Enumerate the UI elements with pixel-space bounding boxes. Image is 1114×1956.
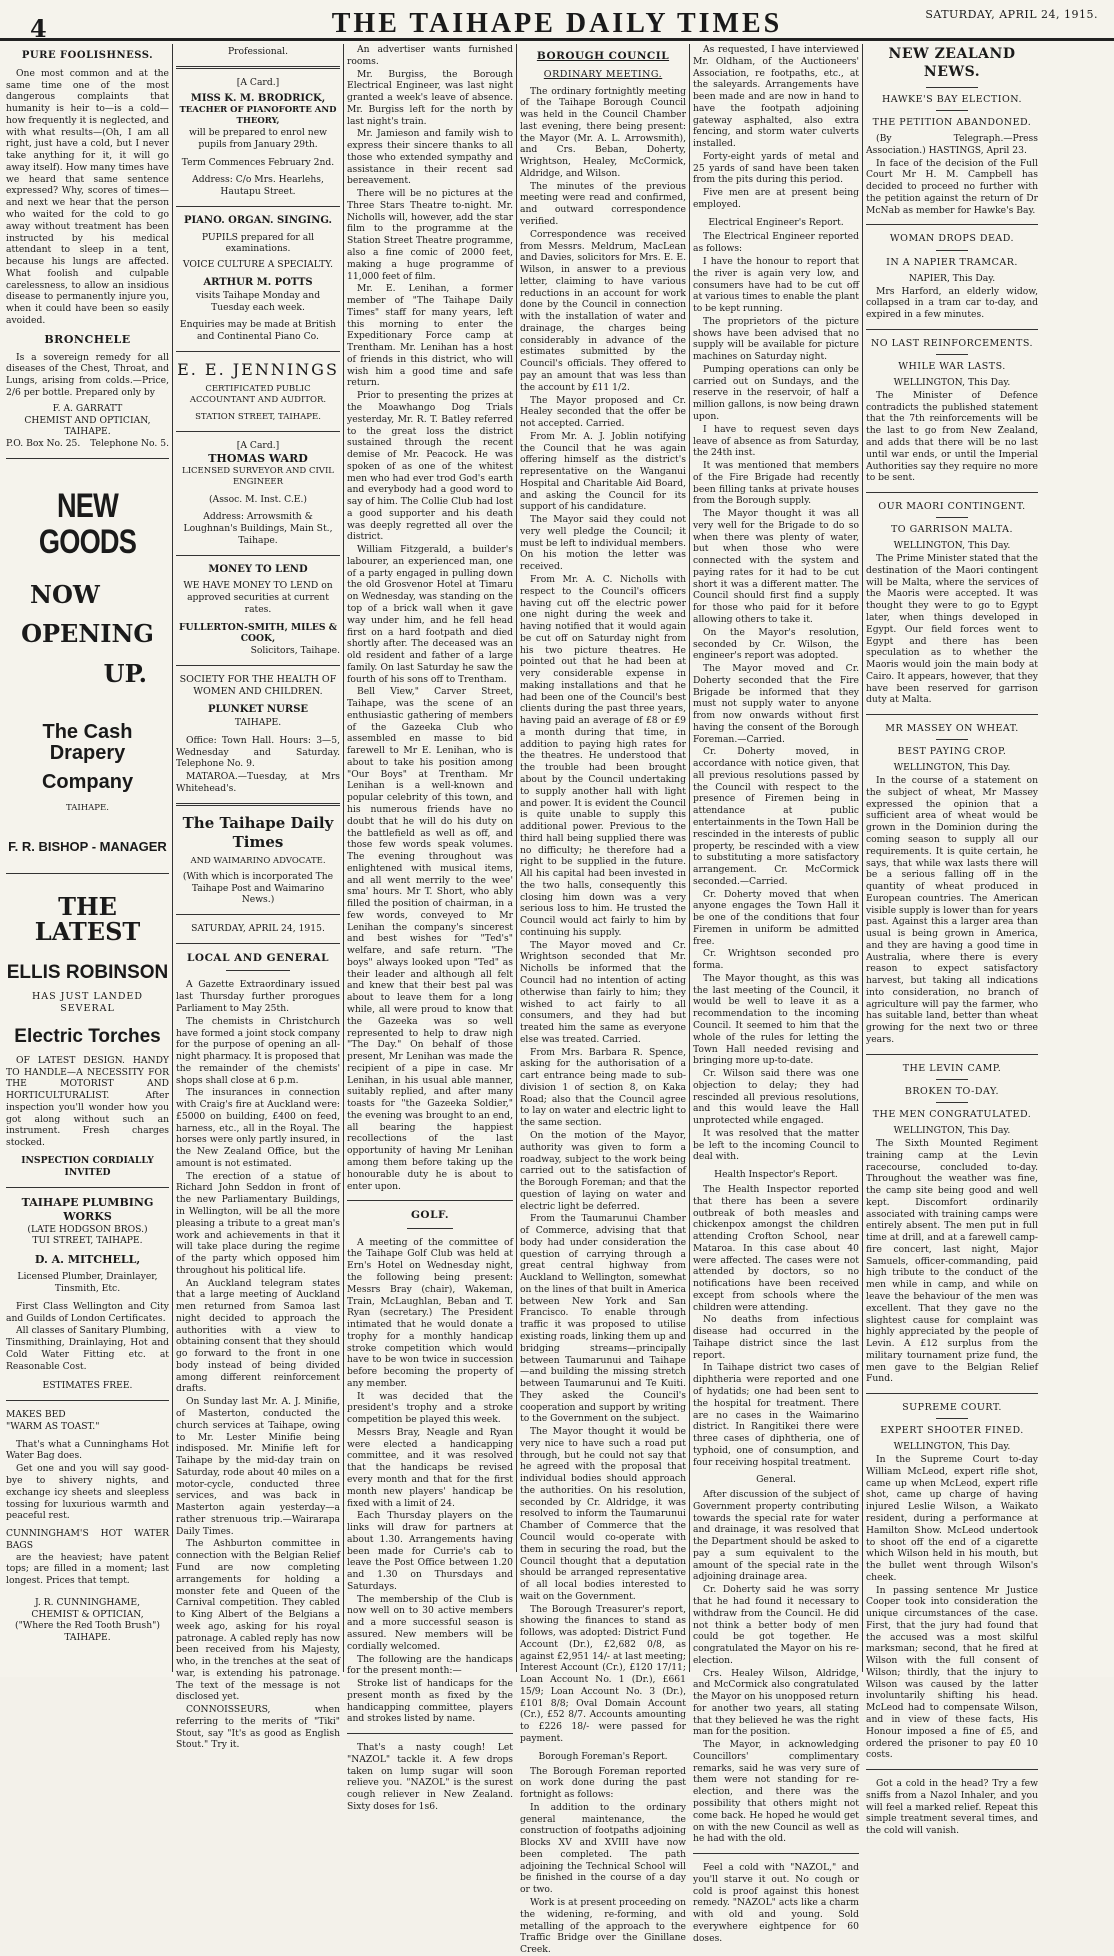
- money-body: WE HAVE MONEY TO LEND on approved securities at current rates.: [183, 580, 333, 615]
- council-item: The Electrical Engineer reported as follows:: [693, 231, 859, 255]
- money-heading: MONEY TO LEND: [208, 563, 308, 575]
- article-body: Get one and you will say good-bye to shivery nights, and exchange icy sheets and sleepless tossing for luxurious warmth and peaceful rest.: [6, 1463, 169, 1522]
- mitchell-role: Licensed Plumber, Drainlayer, Tinsmith, Etc.: [17, 1271, 158, 1295]
- electric-torches-heading: Electric Torches: [14, 1025, 161, 1047]
- council-item: Forty-eight yards of metal and 25 yards of sand have been taken from the pits during this period.: [693, 150, 859, 186]
- column-2: [176, 44, 340, 1751]
- council-item: It was resolved that the matter be left to the incoming Council to deal with.: [693, 1127, 859, 1163]
- local-item: A Gazette Extraordinary issued last Thursday further prorogues Parliament to May 25th.: [176, 979, 340, 1014]
- dateline: WELLINGTON, This Day.: [893, 1441, 1011, 1453]
- council-item: Cr. Wrightson seconded pro forma.: [693, 948, 859, 972]
- jennings-role: CERTIFICATED PUBLIC ACCOUNTANT AND AUDITOR.: [189, 384, 327, 406]
- council-item: After discussion of the subject of Government property contributing towards the special rate for water and drainage, it was resolved that the Department should be asked to pay a sum equivalent to the amount of the special rate in the adjoining drainage area.: [693, 1489, 859, 1583]
- plumbing-works-heading: TAIHAPE PLUMBING WORKS: [21, 1195, 154, 1223]
- potts-body: visits Taihape Monday and Tuesday each week.: [195, 289, 321, 313]
- column-rule: [172, 44, 173, 1672]
- council-item: In addition to the ordinary general maintenance, the construction of footpaths adjoining Blocks XV and XVIII have now been completed. The path adjoining the Technical School will be finished in the course of a day or two.: [520, 1801, 686, 1896]
- divider: [226, 970, 290, 971]
- divider: [176, 66, 340, 69]
- council-item: From Mr. A. C. Nicholls with respect to the Council's officers having cut off the electric power one night during the week and having notified that it would again be cut off on Saturday night from his two picture theatres. He pointed out that he had been at very considerable expense in making installations and that he had been one of the Council's best clients during the past three years, having paid an average of £8 or £9 a month during that time, in addition to paying high rates for the theatres. He understood that the trouble had been brought about by the Council undertaking to supply another hall with light and power. It is evident the Council is quite unable to supply this additional power. Previous to the third hall being supplied there was no difficulty; he therefore had a right to be supplied in the future. All his capital had been invested in the two halls, consequently this closing him down was a very serious loss to him. He trusted the Council would act fairly to him by continuing his supply.: [520, 573, 686, 938]
- paper-title: The Taihape Daily Times: [182, 813, 334, 851]
- column-3: [347, 44, 513, 1812]
- news-item: The Sixth Mounted Regiment training camp at the Levin racecourse, concluded to-day. Throughout the weather was fine, the camp site being good and well kept. Discomfort ordinarily associated with training camps were entirely absent. The men put in full time at drill, and at a farewell camp-fire concert, last night, Major Samuels, officer-commanding, paid high tribute to the conduct of the men while in camp, and while on leave the behaviour of the men was excellent. That they gave no the slightest cause for complaint was highly appreciated by the people of Levin. A £12 surplus from the military tournament prize fund, the men gave to the Belgian Relief Fund.: [866, 1138, 1038, 1385]
- electrical-engineer-heading: Electrical Engineer's Report.: [708, 216, 844, 228]
- headline-bronchele: BRONCHELE: [44, 332, 131, 346]
- ward-name: THOMAS WARD: [208, 451, 308, 465]
- golf-item: The membership of the Club is now well on to 30 active members and a more successful season is assured. New members will be cordially welcomed.: [347, 1593, 513, 1652]
- the-latest-heading: THE LATEST: [34, 892, 141, 947]
- golf-item: The following are the handicaps for the present month:—: [347, 1653, 513, 1677]
- golf-item: A meeting of the committee of the Taihape Golf Club was held at Ern's Hotel on Wednesday night, the following being present: Messrs Bray (chair), Wakeman, Train, McLaughlan, Beban and T. Ryan (secretary.) The President intimated that he would donate a trophy for a monthly handicap stroke competition which would have to be won twice in succession before becoming the property of any member.: [347, 1236, 513, 1389]
- golf-item: Messrs Bray, Neagle and Ryan were elected a handicapping committee, and it was resolved that the handicaps be revised every month and that for the first month new players' handicap be fixed with a limit of 24.: [347, 1426, 513, 1509]
- advertiser-role: CHEMIST AND OPTICIAN,: [24, 414, 151, 426]
- council-item: Cr. Doherty moved that when anyone engages the Town Hall it be one of the conditions that four Firemen in uniform be admitted free.: [693, 888, 859, 947]
- masthead-rule: [0, 38, 1114, 41]
- makes-bed-heading: MAKES BED: [6, 1409, 66, 1421]
- cunninghame-role: CHEMIST & OPTICIAN,: [31, 1608, 144, 1620]
- subheading: BEST PAYING CROP.: [897, 746, 1007, 758]
- council-item: Pumping operations can only be carried out on Sundays, and the reserve in the reservoir, of half a million gallons, is now being drawn upon.: [693, 363, 859, 422]
- news-item: In passing sentence Mr Justice Cooper took into consideration the unique circumstances of the case. First, that the jury had found that the accused was a most skilful marksman; second, that he fired at Wilson with the full consent of Wilson; thirdly, that the injury to Wilson was caused by the latter involuntarily shifting his head. McLeod had to compensate Wilson, and in view of these facts, His Honour imposed a fine of £5, and ordered the prisoner to pay £0 10 costs.: [866, 1584, 1038, 1761]
- subheading: SUPREME COURT.: [902, 1402, 1002, 1414]
- council-item: Cr. Wilson said there was one objection to delay; they had rescinded all previous resolutions, and this would leave the Hall unprotected while engaged.: [693, 1068, 859, 1127]
- divider: [936, 110, 968, 111]
- local-item: On Sunday last Mr. A. J. Minifie, of Masterton, conducted the church services at Taihape, owing to Mr. Lester Minifie being indisposed. Mr. Minifie left for Taihape by the mid-day train on Saturday, rode about 40 miles on a motor-cycle, conducted three services, and was back in Masterton again yesterday—a rather strenuous trip.—Wairarapa Daily Times.: [176, 1396, 340, 1537]
- divider: [866, 492, 1038, 493]
- council-item: As requested, I have interviewed Mr. Oldham, of the Auctioneers' Association, re footpaths, etc., at the saleyards. Arrangements have been made and are now in hand to have the footpath adjoining gateway asphalted, also extra fencing, and storm water culverts installed.: [693, 44, 859, 150]
- local-general-heading: LOCAL AND GENERAL: [187, 952, 329, 965]
- divider: [6, 1400, 169, 1401]
- divider: [866, 714, 1038, 715]
- divider: [6, 458, 169, 459]
- news-item: The Minister of Defence contradicts the published statement that the 7th reinforcements will be the last to go from New Zealand, and adds that there will be no last until war ends, or until the Imperial Authorities say they require no more to be sent.: [866, 389, 1038, 484]
- column-4: [520, 44, 686, 1956]
- divider: [407, 1228, 453, 1229]
- local-item: CONNOISSEURS, when referring to the merits of "Tiki" Stout, say "It's as good as English Stout." Try it.: [176, 1704, 340, 1751]
- council-item: The Mayor thought it would be very nice to have such a road put through, but he could not say that he agreed with the proposal that individual bodies should approach the authorities. On his resolution, seconded by Cr. Aldridge, it was resolved to inform the Taumarunui Chamber of Commerce that the Council would co-operate with them in securing the road, but the Council thought that a deputation should be arranged representative of all local bodies interested to wait on the Government.: [520, 1426, 686, 1602]
- cash-drapery-heading: The Cash Drapery: [42, 720, 133, 764]
- nazol-ad: Got a cold in the head? Try a few sniffs from a Nazol Inhaler, and you will feel a marked relief. Repeat this simple treatment several times, and the cold will vanish.: [866, 1778, 1038, 1837]
- divider: [347, 1200, 513, 1201]
- divider: [176, 555, 340, 556]
- dateline: NAPIER, This Day.: [908, 272, 996, 284]
- subheading: IN A NAPIER TRAMCAR.: [886, 256, 1018, 268]
- divider: [936, 1102, 968, 1103]
- page-number: 4: [30, 14, 47, 43]
- council-item: The Health Inspector reported that there has been a severe outbreak of both measles and chickenpox amongst the children attending Crofton School, near Mataroa. In this case about 40 were affected. The cases were not attended by doctors, so no notifications have been received except from schools where the children were attending.: [693, 1183, 859, 1313]
- council-item: Work is at present proceeding on the widening, re-forming, and metalling of the approach to the Traffic Bridge over the Ginillane Creek.: [520, 1896, 686, 1956]
- local-item: The erection of a statue of Richard John Seddon in front of the new Parliamentary Buildings, in Wellington, will be all the more pleasing a tribute to a great man's work and achievements in that it will take place during the regime of the party which opposed him throughout his political life.: [176, 1170, 340, 1276]
- council-item: The Borough Treasurer's report, showing the finances to stand as follows, was adopted: District Fund Account (Dr.), £2,682 0/8, as against £2,951 14/- at last meeting; Interest Account (Cr.), £120 17/11; Loan Account No. 1 (Dr.), £661 15/9; Loan Account No. 3 (Dr.), £101 8/8; Oval Domain Account (Cr.), £52 8/7. Accounts amounting to £226 18/- were passed for payment.: [520, 1603, 686, 1745]
- news-item: An advertiser wants furnished rooms.: [347, 44, 513, 67]
- dateline: WELLINGTON, This Day.: [893, 377, 1011, 389]
- nz-news-heading: NEW ZEALAND NEWS.: [888, 46, 1016, 80]
- card-label: [A Card.]: [236, 439, 280, 451]
- fullerton-name: FULLERTON-SMITH, MILES & COOK,: [178, 621, 338, 645]
- dateline: WELLINGTON, This Day.: [893, 762, 1011, 774]
- column-rule: [343, 44, 344, 1672]
- divider: [176, 803, 340, 806]
- article-body: OF LATEST DESIGN. HANDY TO HANDLE—A NECESSITY FOR THE MOTORIST AND HORTICULTURALIST. After inspection you'll wonder how you got along without such an instrument. Fresh charges stocked.: [6, 1054, 169, 1149]
- borough-foreman-heading: Borough Foreman's Report.: [538, 1750, 668, 1762]
- brodrick-body: will be prepared to enrol new pupils from January 29th.: [188, 127, 328, 150]
- divider: [866, 329, 1038, 330]
- divider: [926, 87, 978, 88]
- article-body: All classes of Sanitary Plumbing, Tinsmithing, Drainlaying, Hot and Cold Water Fitting etc. at Reasonable Cost.: [6, 1325, 169, 1372]
- divider: [936, 354, 968, 355]
- golf-item: Stroke list of handicaps for the present month as fixed by the handicapping committee, players and strokes listed by name.: [347, 1678, 513, 1725]
- professional-heading: Professional.: [227, 46, 289, 57]
- hot-water-bags-heading: CUNNINGHAM'S HOT WATER BAGS: [6, 1528, 169, 1551]
- paper-date: SATURDAY, APRIL 24, 1915.: [191, 923, 325, 935]
- divider: [176, 914, 340, 915]
- dateline: WELLINGTON, This Day.: [893, 1125, 1011, 1137]
- brodrick-role: TEACHER OF PIANOFORTE AND THEORY,: [179, 105, 337, 127]
- news-item: There will be no pictures at the Three Stars Theatre to-night. Mr. Nicholls will, however, add the star film to the programme at the Station Street Theatre programme, also a fine comic of 2000 feet, making a huge programme of 11,000 feet of film.: [347, 188, 513, 282]
- potts-name: ARTHUR M. POTTS: [203, 277, 313, 288]
- divider: [936, 250, 968, 251]
- news-item: Mrs Harford, an elderly widow, collapsed in a tram car to-day, and expired in a few minutes.: [866, 285, 1038, 321]
- cash-drapery-town: TAIHAPE.: [66, 802, 109, 813]
- council-item: The ordinary fortnightly meeting of the Taihape Borough Council was held in the Council Chamber last evening, there being present: the Mayor (Mr. A. L. Arrowsmith), and Crs. Beban, Doherty, Wrightson, Healey, McCormick, Aldridge, and Wilson.: [520, 85, 686, 179]
- divider: [866, 224, 1038, 225]
- pupils-text: PUPILS prepared for all examinations.: [201, 231, 315, 255]
- local-item: The Ashburton committee in connection with the Belgian Relief Fund are now completing arrangements for holding a monster fete and Queen of the Carnival competition. They cabled to King Albert of the Belgians a week ago, asking for his royal patronage. A cabled reply has now been received from his Majesty, who, in the trenches at the seat of war, is extending his patronage. The text of the message is not disclosed yet.: [176, 1538, 340, 1703]
- column-1: [6, 44, 169, 1672]
- nazol-ad: Feel a cold with "NAZOL," and you'll starve it out. No cough or cold is proof against this honest remedy. "NAZOL" acts like a charm with old and young. Sold everywhere eightpence for 60 doses.: [693, 1862, 859, 1944]
- po-box: P.O. Box No. 25.: [6, 438, 81, 450]
- council-item: Cr. Doherty said he was sorry that he had found it necessary to withdraw from the Council. He did not think a better body of men could be got together. He congratulated the Mayor on his re-election.: [693, 1584, 859, 1666]
- golf-item: Each Thursday players on the links will draw for partners at about 1.30. Arrangements having been made for Currie's cab to leave the Post Office between 1.20 and 1.30 on Thursdays and Saturdays.: [347, 1510, 513, 1592]
- local-item: The chemists in Christchurch have formed a joint stock company for the purpose of opening an all-night pharmacy. It is proposed that the remainder of the chemists' shops shall close at 6 p.m.: [176, 1015, 340, 1086]
- now-heading: NOW: [30, 580, 100, 610]
- card-label: [A Card.]: [236, 76, 280, 88]
- paper-body: (With which is incorporated The Taihape Post and Waimarino News.): [182, 870, 334, 906]
- council-item: On the Mayor's resolution, seconded by Cr. Wilson, the engineer's report was adopted.: [693, 626, 859, 662]
- estimates-free: ESTIMATES FREE.: [42, 1380, 133, 1392]
- general-heading: General.: [756, 1474, 796, 1486]
- bishop-manager: F. R. BISHOP - MANAGER: [8, 838, 167, 854]
- column-6: [866, 44, 1038, 1837]
- newspaper-title: THE TAIHAPE DAILY TIMES: [331, 8, 783, 39]
- ward-address: Address: Arrowsmith & Loughnan's Buildings, Main St., Taihape.: [183, 511, 333, 546]
- article-body: One most common and at the same time one of the most dangerous complaints that humanity is heir to—is a cold—how frequently it is neglected, and with what results—(Oh, I am all right, just have a cold, but I never take anything for it, it will go away itself). How many times have we heard that same sentence expressed? Why, scores of times—and next we hear that the person who waited for the cold to go away without treatment has been instructed by his medical attendant to sleep in a tent, because his lungs are affected. What foolish and culpable carelessness, to allow an insidious disease to permanently injure you, when it could have been so easily avoided.: [6, 67, 169, 326]
- council-item: The proprietors of the picture shows have been advised that no supply will be available for picture machines on Saturday night.: [693, 315, 859, 363]
- brodrick-address: Address: C/o Mrs. Hearlehs, Hautapu Street.: [192, 174, 324, 198]
- local-item: An Auckland telegram states that a large meeting of Auckland men returned from Samoa last night decided to approach the authorities with a view to obtaining consent that they should go forward to the front in one body instead of being divided among different reinforcement drafts.: [176, 1277, 340, 1395]
- company-heading: Company: [41, 770, 134, 793]
- council-item: The minutes of the previous meeting were read and confirmed, and outward correspondence verified.: [520, 180, 686, 228]
- council-item: On the motion of the Mayor, authority was given to form a roadway, subject to the work being carried out to the satisfaction of the Borough Foreman; and that the question of laying on water and electric light be deferred.: [520, 1129, 686, 1212]
- article-body: are the heaviest; have patent tops; are filled in a moment; last longest. Prices that tempt.: [6, 1551, 169, 1587]
- piano-heading: PIANO. ORGAN. SINGING.: [183, 214, 333, 226]
- plunket-town: TAIHAPE.: [234, 717, 282, 729]
- local-item: The insurances in connection with Craig's fire at Auckland were: £5000 on building, £400 on feed, harness, etc., all in the Royal. The horses were only partly insured, in the New Zealand Office, but the amount is not estimated.: [176, 1087, 340, 1169]
- news-item: Mr. Burgiss, the Borough Electrical Engineer, was last night granted a week's leave of absence. Mr. Burgiss left for the north by last night's train.: [347, 68, 513, 127]
- column-rule: [689, 44, 690, 1672]
- ward-assoc: (Assoc. M. Inst. C.E.): [208, 493, 308, 505]
- news-item: William Fitzgerald, a builder's labourer, an experienced man, one of a party engaged in pulling down the old Grosvenor Hotel at Timaru on Wednesday, was standing on the top of a brick wall when it gave way under him, and he fell head first on a hard footpath and died shortly after. The deceased was an old resident and father of a large family. On last Saturday he saw the fourth of his sons off to Trentham.: [347, 544, 513, 685]
- term-text: Term Commences February 2nd.: [181, 156, 335, 168]
- article-body: That's what a Cunninghams Hot Water Bag does.: [6, 1438, 169, 1462]
- society-heading: SOCIETY FOR THE HEALTH OF WOMEN AND CHILDREN.: [179, 674, 337, 698]
- news-item: (By Telegraph.—Press Association.) HASTINGS, April 23.: [866, 133, 1038, 156]
- subheading: MR MASSEY ON WHEAT.: [885, 723, 1019, 735]
- council-item: The Mayor proposed and Cr. Healey seconded that the offer be not accepted. Carried.: [520, 394, 686, 430]
- cunninghame-sign: ("Where the Red Tooth Brush"): [15, 1620, 160, 1632]
- column-rule: [862, 44, 863, 1672]
- plumbing-late: (LATE HODGSON BROS.): [27, 1223, 148, 1235]
- plunket-heading: PLUNKET NURSE: [207, 704, 309, 716]
- subheading: BROKEN TO-DAY.: [904, 1085, 1000, 1097]
- cunninghame-name: J. R. CUNNINGHAME,: [34, 1596, 141, 1608]
- council-item: The Mayor thought, as this was the last meeting of the Council, it would be well to leave it as a recommendation to the incoming Council. It seemed to him that the whole of the rules for letting the Town Hall needed revising and bringing more up-to-date.: [693, 972, 859, 1067]
- jennings-address: STATION STREET, TAIHAPE.: [195, 412, 321, 423]
- divider: [866, 1769, 1038, 1770]
- ellis-robinson-heading: ELLIS ROBINSON: [6, 961, 169, 983]
- subheading: THE MEN CONGRATULATED.: [872, 1109, 1032, 1121]
- divider: [176, 351, 340, 352]
- up-heading: UP.: [103, 658, 147, 688]
- subheading: THE LEVIN CAMP.: [902, 1062, 1002, 1074]
- council-item: Cr. Doherty moved, in accordance with notice given, that all previous resolutions passed by the Council with respect to the presence of Firemen being in attendance at public entertainments in the Town Hall be rescinded in the interests of public property, be rescinded with a view to substituting a more satisfactory arrangement. Cr. McCormick seconded.—Carried.: [693, 746, 859, 887]
- telephone: Telephone No. 5.: [90, 438, 169, 450]
- council-item: From Mrs. Barbara R. Spence, asking for the authorisation of a cart entrance being made to sub-division 1 of section 8, on Kaka Road; also that the Council agree to lay on water and electric light to the same section.: [520, 1046, 686, 1129]
- advertiser-town: TAIHAPE.: [64, 426, 111, 438]
- council-item: In Taihape district two cases of diphtheria were reported and one of hydatids; one had been sent to the hospital for treatment. There are no cases in the Waimarino district. In Rangitikei there were three cases of diphtheria, one of typhoid, one of consumption, and four receiving hospital treatment.: [693, 1362, 859, 1468]
- article-body: Is a sovereign remedy for all diseases of the Chest, Throat, and Lungs, arising from colds.—Price, 2/6 per bottle. Prepared only by: [6, 351, 169, 399]
- nazol-ad: That's a nasty cough! Let "NAZOL" tackle it. A few drops taken on lump sugar will soon relieve you. "NAZOL" is the surest cough reliever in New Zealand. Sixty doses for 1s6.: [347, 1742, 513, 1812]
- plunket-body: Office: Town Hall. Hours: 3—5, Wednesday and Saturday. Telephone No. 9.: [176, 734, 340, 770]
- subheading: OUR MAORI CONTINGENT.: [878, 501, 1026, 513]
- news-item: The Prime Minister stated that the destination of the Maori contingent will be Malta, where the services of the Maoris were accepted. It was thought they were to go to Egypt later, when things developed in Egypt. Our field forces went to Egypt and there has been speculation as to whether the Maoris would join the main body at Cairo. It appears, however, that they have been reserved for garrison duty at Malta.: [866, 553, 1038, 706]
- golf-heading: GOLF.: [410, 1209, 450, 1222]
- dateline: WELLINGTON, This Day.: [893, 540, 1011, 552]
- jennings-name: E. E. JENNINGS: [177, 359, 339, 379]
- ward-role: LICENSED SURVEYOR AND CIVIL ENGINEER: [182, 465, 334, 487]
- plumbing-street: TUI STREET, TAIHAPE.: [32, 1235, 143, 1247]
- voice-culture: VOICE CULTURE A SPECIALTY.: [182, 259, 334, 271]
- ordinary-meeting-heading: ORDINARY MEETING.: [543, 69, 663, 81]
- divider: [6, 1187, 169, 1188]
- subheading: WHILE WAR LASTS.: [898, 361, 1006, 373]
- warm-as-toast: "WARM AS TOAST.": [6, 1420, 100, 1432]
- paper-subtitle: AND WAIMARINO ADVOCATE.: [190, 856, 326, 867]
- council-item: The Borough Foreman reported on work done during the past fortnight as follows:: [520, 1765, 686, 1801]
- council-item: It was mentioned that members of the Fire Brigade had recently been filling tanks at private houses from the Borough supply.: [693, 460, 859, 507]
- fullerton-role: Solicitors, Taihape.: [250, 645, 340, 657]
- headline-pure-foolishness: PURE FOOLISHNESS.: [21, 50, 154, 61]
- council-item: From the Taumarunui Chamber of Commerce, advising that that body had under consideration the question of carrying through a great central highway from Auckland to Wellington, somewhat on the lines of that built in America between New York and San Francisco. To enable through traffic it was proposed to utilise existing roads, linking them up and bridging streams—principally between Taumarunui and Taihape—and building the missing stretch between Taumarunui and Te Kuiti. They asked the Council's cooperation and support by writing to the Government on the subject.: [520, 1213, 686, 1425]
- column-5: [693, 44, 859, 1944]
- advertiser-name: F. A. GARRATT: [52, 402, 123, 414]
- council-item: Crs. Healey Wilson, Aldridge, and McCormick also congratulated the Mayor on his unopposed return for another two years, all stating that they believed he was the right man for the position.: [693, 1667, 859, 1738]
- divider: [866, 1054, 1038, 1055]
- council-item: I have to request seven days leave of absence as from Saturday, the 24th inst.: [693, 423, 859, 459]
- landed-text: HAS JUST LANDED SEVERAL: [31, 990, 143, 1014]
- divider: [936, 1079, 968, 1080]
- council-item: The Mayor moved and Cr. Wrightson seconded that Mr. Nicholls be informed that the Council had no intention of acting otherwise than fairly to him; they wished to act fairly to all consumers, and they had but treated him the same as everyone else was treated. Carried.: [520, 939, 686, 1045]
- council-item: From Mr. A. J. Joblin notifying the Council that he was again offering himself as the district's representative on the Wanganui Hospital and Charitable Aid Board, and asking the Council for its support of his candidature.: [520, 430, 686, 513]
- divider: [866, 1393, 1038, 1394]
- council-item: I have the honour to report that the river is again very low, and consumers have had to be cut off at various times to enable the plant to be kept running.: [693, 256, 859, 315]
- subheading: EXPERT SHOOTER FINED.: [880, 1425, 1024, 1437]
- divider: [176, 431, 340, 432]
- divider: [347, 1733, 513, 1734]
- news-item: Mr. E. Lenihan, a former member of "The Taihape Daily Times" staff for many years, left this morning to enter the Expeditionary Force camp at Trentham. Mr. Lenihan has a host of friends in this district, who will wish him a good time and safe return.: [347, 283, 513, 389]
- brodrick-name: MISS K. M. BRODRICK,: [190, 92, 326, 104]
- opening-heading: OPENING: [21, 619, 154, 649]
- divider: [936, 739, 968, 740]
- subheading: THE PETITION ABANDONED.: [872, 116, 1032, 128]
- new-goods-heading: NEW GOODS: [38, 486, 137, 561]
- news-item: In the course of a statement on the subject of wheat, Mr Massey expressed the opinion that a sufficient area of wheat would be grown in the Dominion during the coming season to supply all our requirements. It is quite certain, he says, that while wax lasts there will be a serious falling off in the quantity of wheat produced in European countries. The American visible supply is lower than for years past. Against this a larger area than usual is being grown in America, and they are having a good time in Australia, where there is every reason to expect satisfactory harvest, but taking all indications into consideration, no branch of agriculture will pay the farmer, who has suitable land, better than wheat growing for the next two or three years.: [866, 775, 1038, 1046]
- council-item: The Mayor, in acknowledging Councillors' complimentary remarks, said he was very sure of them were not standing for re-election, and there was the possibility that others might not come back. He hoped he would get on with the new Council as well as he had with the old.: [693, 1739, 859, 1845]
- council-item: The Mayor thought it was all very well for the Brigade to do so when there was plenty of water, but when those who were connected with the system and paying rates for it had to be cut short it was a different matter. The Council should first find a supply for those who paid for it before allowing others to take it.: [693, 508, 859, 625]
- subheading: WOMAN DROPS DEAD.: [889, 233, 1015, 245]
- council-item: Five men are at present being employed.: [693, 187, 859, 210]
- divider: [936, 1418, 968, 1419]
- masthead: [0, 0, 1114, 43]
- divider: [176, 206, 340, 207]
- enquiries-text: Enquiries may be made at British and Continental Piano Co.: [179, 319, 337, 343]
- divider: [176, 943, 340, 944]
- cunninghame-town: TAIHAPE.: [64, 1632, 111, 1644]
- inspection-invited: INSPECTION CORDIALLY INVITED: [21, 1154, 154, 1178]
- health-inspector-heading: Health Inspector's Report.: [714, 1169, 838, 1181]
- golf-item: It was decided that the president's trophy and a stroke competition be played this week.: [347, 1390, 513, 1426]
- council-item: The Mayor moved and Cr. Doherty seconded that the Fire Brigade be informed that they must not supply water to anyone from now onwards without first having the consent of the Borough Foreman.—Carried.: [693, 663, 859, 745]
- council-item: No deaths from infectious disease had occurred in the Taihape district since the last report.: [693, 1314, 859, 1361]
- council-item: Correspondence was received from Messrs. Meldrum, MacLean and Davies, solicitors for Mrs. E. E. Wilson, in answer to a previous letter, claiming to have various reductions in an account for work done by the Council in connection with the installation of water and drainage, the charges being considerably in advance of the estimates submitted by the Council's officials. They offered to pay an amount that was less than the account by £11 1/2.: [520, 228, 686, 393]
- article-body: First Class Wellington and City and Guilds of London Certificates.: [6, 1300, 169, 1324]
- news-item: In the Supreme Court to-day William McLeod, expert rifle shot, came up when McLeod, expert rifle shot, came up charge of having injured Leslie Wilson, a Waikato resident, during a performance at Hamilton Show. McLeod undertook to shoot off the end of a cigarette which Wilson held in his mouth, but the bullet went through Wilson's cheek.: [866, 1454, 1038, 1583]
- divider: [6, 873, 169, 874]
- mitchell-name: D. A. MITCHELL,: [34, 1253, 141, 1267]
- news-item: Bell View," Carver Street, Taihape, was the scene of an enthusiastic gathering of members of the Gazeeka Club who assembled en masse to bid farewell to Mr E. Lenihan, who is about to take his position among "Our Boys" at Trentham. Mr Lenihan is a well-known and popular celebrity of this town, and his numerous friends have no doubt that he will do his duty on the battlefield as well as off, and those few words speak volumes. The evening throughout was enlightened with musical items, and all went merrily to the wee' sma' hours. Mr T. Short, who ably filled the position of chairman, in a few words, conveyed to Mr Lenihan the company's sincerest and best wishes for "Ted's" welfare, and safe return. "The boys" always looked upon "Ted" as their leader and although all felt and knew that their best pal was about to leave them for a long while, all were proud to know that the Gazeeka was so well represented to help to draw nigh "The Day." On behalf of those present, Mr Lenihan was made the recipient of a pipe in case. Mr Lenihan, in his usual able manner, suitably replied, and after many toasts for "the Gazeeka Soldier," the evening was brought to an end, all bearing the happiest recollections of the last opportunity of having Mr Lenihan among them before taking up the honourable duty he is about to enter upon.: [347, 686, 513, 1192]
- news-item: In face of the decision of the Full Court Mr H. M. Campbell has decided to proceed no further with the petition against the return of Dr McNab as member for Hawke's Bay.: [866, 157, 1038, 216]
- news-item: Prior to presenting the prizes at the Moawhango Dog Trials yesterday, Mr. R. T. Batley referred to the great loss the district sustained through the recent demise of Mr. Peacock. He was spoken of as one of the whitest men who had ever trod God's earth and everybody had a good word to say of him. The Collie Club had lost a good supporter and his death was deeply regretted all over the district.: [347, 390, 513, 543]
- mataroa-text: MATAROA.—Tuesday, at Mrs Whitehead's.: [176, 771, 340, 794]
- council-item: The Mayor said they could not very well pledge the Council; it must be left to individual members. On his motion the letter was received.: [520, 514, 686, 573]
- issue-date: SATURDAY, APRIL 24, 1915.: [925, 8, 1098, 21]
- borough-council-heading: BOROUGH COUNCIL: [536, 50, 670, 62]
- divider: [176, 665, 340, 666]
- divider: [693, 1853, 859, 1854]
- column-rule: [516, 44, 517, 1672]
- divider: [936, 517, 968, 518]
- subheading: HAWKE'S BAY ELECTION.: [882, 93, 1022, 105]
- subheading: TO GARRISON MALTA.: [890, 524, 1014, 536]
- subheading: NO LAST REINFORCEMENTS.: [870, 337, 1034, 349]
- news-item: Mr. Jamieson and family wish to express their sincere thanks to all those who extended sympathy and assistance in their recent sad bereavement.: [347, 128, 513, 187]
